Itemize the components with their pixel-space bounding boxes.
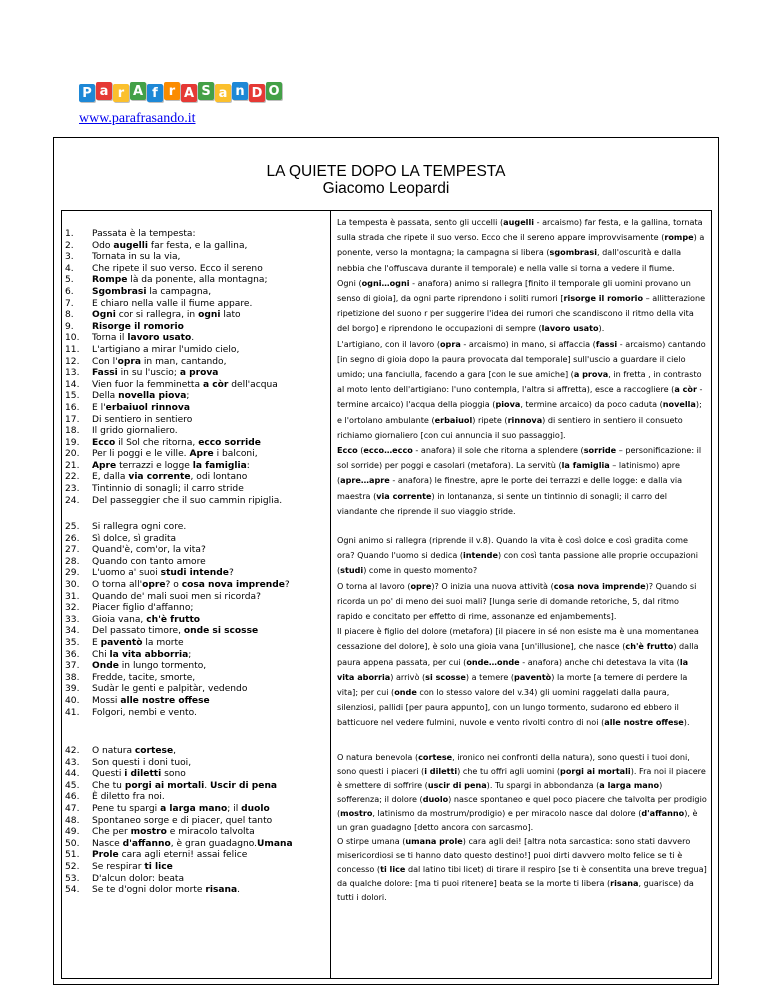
verse-text: Di sentiero in sentiero bbox=[92, 414, 193, 425]
verse-text: Son questi i doni tuoi, bbox=[92, 757, 192, 768]
verse-line bbox=[62, 449, 330, 461]
verse-number: 48. bbox=[65, 815, 80, 826]
paraphrase-paragraph: Il piacere è figlio del dolore (metafora) [il piacere in sé non esiste ma è una momentanea cessazione del dolore], è solo una gioia vana [un'illusione], che nasce (ch'è frutto) dalla paura appena passata, per cui (onde…onde - anafora) anche chi detestava la vita (la vita aborria) arrivò (si scosse) a temere (paventò) la morte [a temere di perdere la vita]; per cui (onde con lo stesso valore del v.34) gli uomini raggelati dalla paura, silenziosi, pallidi [per paura appunto], con un lungo tormento, sudarono ed ebbero il batticuore nel vedere fulmini, nuvole e vento rivolti contro di noi (alle nostre offese). bbox=[337, 626, 699, 728]
verse-line bbox=[62, 603, 330, 615]
verse-text: Spontaneo sorge e di piacer, quel tanto bbox=[92, 815, 273, 826]
logo-letter-tile: P bbox=[79, 84, 95, 102]
verse-text: Tintinnio di sonagli; il carro stride bbox=[92, 484, 244, 495]
verse-line bbox=[62, 275, 330, 287]
verse-text: Che ripete il suo verso. Ecco il sereno bbox=[92, 263, 263, 274]
verse-line bbox=[62, 638, 330, 650]
verse-number: 8. bbox=[65, 310, 74, 321]
verse-number: 12. bbox=[65, 356, 80, 367]
verse-line bbox=[62, 626, 330, 638]
verse-text: Folgori, nembi e vento. bbox=[92, 707, 197, 718]
verse-text: È diletto fra noi. bbox=[92, 792, 165, 803]
verse-line bbox=[62, 592, 330, 604]
verse-text: Vien fuor la femminetta a còr dell'acqua bbox=[92, 379, 278, 390]
verse-line bbox=[62, 345, 330, 357]
verse-number: 16. bbox=[65, 402, 80, 413]
verse-line bbox=[62, 862, 330, 874]
logo-letter-tile: f bbox=[147, 84, 163, 102]
verse-text: Fredde, tacite, smorte, bbox=[92, 672, 196, 683]
verses-section-2 bbox=[62, 522, 330, 719]
verse-text: Nasce d'affanno, è gran guadagno.Umana bbox=[92, 838, 293, 849]
verse-line bbox=[62, 391, 330, 403]
verse-line bbox=[62, 874, 330, 886]
paraphrase-paragraph: O torna al lavoro (opre)? O inizia una nuova attività (cosa nova imprende)? Quando si ricorda un po' di meno dei suoi mali? [lunga serie di domande retoriche, 5, dal ritmo rapido e concitato per effetto di rime, assonanze ed enjambements]. bbox=[337, 580, 697, 622]
verse-text: Piacer figlio d'affanno; bbox=[92, 603, 194, 614]
verse-text: E, dalla via corrente, odi lontano bbox=[92, 472, 248, 483]
verse-line bbox=[62, 696, 330, 708]
verse-text: Quando de' mali suoi men si ricorda? bbox=[92, 591, 261, 602]
verse-line bbox=[62, 804, 330, 816]
verse-number: 42. bbox=[65, 746, 80, 756]
paraphrase-paragraph: O natura benevola (cortese, ironico nei confronti della natura), sono questi i tuoi doni, sono questi i piaceri (i diletti) che tu offri agli uomini (porgi ai mortali). Fra noi il piacere è smettere di soffrire (uscir di pena). Tu spargi in abbondanza (a larga mano) sofferenza; il dolore (duolo) nasce spontaneo e quel poco piacere che talvolta per prodigio (mostro, latinismo da mostrum/prodigio) e per miracolo nasce dal dolore (d'affanno), è un gran guadagno [detto ancora con sarcasmo]. bbox=[337, 752, 707, 832]
verse-text: L'artigiano a mirar l'umido cielo, bbox=[92, 344, 240, 355]
verse-line bbox=[62, 299, 330, 311]
verse-line bbox=[62, 684, 330, 696]
verse-line bbox=[62, 792, 330, 804]
verse-number: 9. bbox=[65, 321, 74, 332]
verse-text: Rompe là da ponente, alla montagna; bbox=[92, 275, 268, 286]
verse-text: Quando con tanto amore bbox=[92, 556, 206, 567]
verse-text: Sudàr le genti e palpitàr, vedendo bbox=[92, 684, 248, 695]
verse-number: 46. bbox=[65, 792, 80, 803]
verse-line bbox=[62, 333, 330, 345]
verse-number: 30. bbox=[65, 579, 80, 590]
verse-text: Risorge il romorio bbox=[92, 321, 184, 332]
verse-text: Quand'è, com'or, la vita? bbox=[92, 545, 206, 556]
verse-number: 50. bbox=[65, 838, 80, 849]
verse-number: 43. bbox=[65, 757, 80, 768]
verse-line bbox=[62, 472, 330, 484]
verse-text: Apre terrazzi e logge la famiglia: bbox=[92, 460, 250, 471]
verse-number: 28. bbox=[65, 556, 80, 567]
verse-number: 38. bbox=[65, 672, 80, 683]
verse-line bbox=[62, 287, 330, 299]
verse-line bbox=[62, 252, 330, 264]
paraphrase-paragraph: L'artigiano, con il lavoro (opra - arcaismo) in mano, si affaccia (fassi - arcaismo) cantando [in segno di gioia dopo la paura provocata dal temporale] sull'uscio a guardare il cielo umido; una fanciulla, facendo a gara [con le sue amiche] (a prova, in fretta , in contrasto al moto lento dell'artigiano: l'uno contempla, l'altra si affretta), esce a raccogliere (a còr - termine arcaico) l'acqua della pioggia (piova, termine arcaico) da poco caduta (novella); e l'ortolano ambulante (erbaiuol) ripete (rinnova) di sentiero in sentiero il consueto richiamo giornaliero [con cui annuncia il suo passaggio]. bbox=[337, 338, 706, 440]
verse-number: 39. bbox=[65, 684, 80, 695]
paraphrase-section-3 bbox=[337, 750, 707, 904]
verse-text: D'alcun dolor: beata bbox=[92, 873, 185, 884]
verse-number: 52. bbox=[65, 861, 80, 872]
logo-letter-tile: D bbox=[249, 84, 265, 102]
verse-text: Mossi alle nostre offese bbox=[92, 695, 210, 706]
verse-line bbox=[62, 545, 330, 557]
paraphrase-section-2 bbox=[337, 533, 707, 731]
verse-number: 19. bbox=[65, 437, 80, 448]
verse-line bbox=[62, 850, 330, 862]
verse-text: Questi i diletti sono bbox=[92, 769, 186, 780]
verse-text: Torna il lavoro usato. bbox=[92, 333, 195, 344]
verse-text: Sì dolce, sì gradita bbox=[92, 533, 177, 544]
verse-line bbox=[62, 758, 330, 770]
verse-number: 13. bbox=[65, 368, 80, 379]
verse-text: Del passeggier che il suo cammin ripiglia. bbox=[92, 495, 283, 506]
verse-line bbox=[62, 746, 330, 758]
logo-letter-tile: A bbox=[130, 82, 146, 100]
verse-number: 53. bbox=[65, 873, 80, 884]
verse-text: Che tu porgi ai mortali. Uscir di pena bbox=[92, 780, 278, 791]
verse-line bbox=[62, 322, 330, 334]
verse-line bbox=[62, 650, 330, 662]
verse-line bbox=[62, 241, 330, 253]
logo-letter-tile: A bbox=[181, 84, 197, 102]
verse-number: 31. bbox=[65, 591, 80, 602]
verse-text: E paventò la morte bbox=[92, 637, 184, 648]
verse-text: Gioia vana, ch'è frutto bbox=[92, 614, 201, 625]
verse-text: Se te d'ogni dolor morte risana. bbox=[92, 885, 241, 896]
verse-line bbox=[62, 229, 330, 241]
verses-section-3 bbox=[62, 746, 330, 897]
logo-letter-tile: O bbox=[266, 82, 282, 100]
verse-line bbox=[62, 310, 330, 322]
verse-number: 6. bbox=[65, 286, 74, 297]
verse-line bbox=[62, 484, 330, 496]
verse-number: 14. bbox=[65, 379, 80, 390]
logo-letter-tile: n bbox=[232, 82, 248, 100]
verse-number: 22. bbox=[65, 472, 80, 483]
verse-number: 3. bbox=[65, 252, 74, 263]
verse-number: 49. bbox=[65, 827, 80, 838]
verse-text: Per li poggi e le ville. Apre i balconi, bbox=[92, 449, 258, 460]
verse-text: Del passato timore, onde si scosse bbox=[92, 626, 259, 637]
verse-number: 44. bbox=[65, 769, 80, 780]
verse-number: 26. bbox=[65, 533, 80, 544]
verse-number: 51. bbox=[65, 850, 80, 861]
paraphrase-section-1 bbox=[337, 215, 707, 519]
poem-table bbox=[61, 210, 712, 979]
verse-text: Tornata in su la via, bbox=[92, 252, 181, 263]
site-link[interactable]: www.parafrasando.it bbox=[79, 111, 196, 126]
verse-number: 36. bbox=[65, 649, 80, 660]
verse-number: 23. bbox=[65, 484, 80, 495]
verse-line bbox=[62, 568, 330, 580]
verse-line bbox=[62, 264, 330, 276]
verse-line bbox=[62, 415, 330, 427]
verse-line bbox=[62, 368, 330, 380]
verse-number: 5. bbox=[65, 275, 74, 286]
verse-text: Il grido giornaliero. bbox=[92, 426, 178, 437]
logo-letter-tile: r bbox=[164, 82, 180, 100]
verse-line bbox=[62, 534, 330, 546]
poem-author: Giacomo Leopardi bbox=[322, 180, 450, 197]
verse-line bbox=[62, 522, 330, 534]
verse-number: 20. bbox=[65, 449, 80, 460]
verse-line bbox=[62, 673, 330, 685]
verse-text: Con l'opra in man, cantando, bbox=[92, 356, 227, 367]
verse-line bbox=[62, 816, 330, 828]
verse-number: 41. bbox=[65, 707, 80, 718]
paraphrase-paragraph: O stirpe umana (umana prole) cara agli dei! [altra nota sarcastica: sono stati davvero misericordiosi se ti hanno dato questo destino!] puoi dirti davvero molto felice se ti è concesso (ti lice dal latino tibi licet) di tirare il respiro [se ti è consentita una breve tregua] da qualche dolore: [ma ti puoi ritenere] beata se la morte ti libera (risana, guarisce) da tutti i dolori. bbox=[337, 836, 707, 902]
verse-text: O torna all'opre? o cosa nova imprende? bbox=[92, 579, 290, 590]
verse-number: 4. bbox=[65, 263, 74, 274]
verse-text: Chi la vita abborria; bbox=[92, 649, 192, 660]
verse-number: 24. bbox=[65, 495, 80, 506]
verse-line bbox=[62, 827, 330, 839]
verse-line bbox=[62, 438, 330, 450]
verse-number: 17. bbox=[65, 414, 80, 425]
verse-line bbox=[62, 885, 330, 897]
verse-line bbox=[62, 769, 330, 781]
verse-number: 27. bbox=[65, 545, 80, 556]
verse-text: Che per mostro e miracolo talvolta bbox=[92, 827, 255, 838]
paraphrase-paragraph: Ogni (ogni…ogni - anafora) animo si rallegra [finito il temporale gli uomini provano un senso di gioia], da ogni parte riprendono i soliti rumori [risorge il romorio – allitterazione ripetizione del suono r per suggerire l'idea dei rumori che scandiscono il ritmo della vita del borgo] e riprendono le occupazioni di sempre (lavoro usato). bbox=[337, 277, 706, 334]
verse-text: Pene tu spargi a larga mano; il duolo bbox=[92, 803, 270, 814]
verse-text: E chiaro nella valle il fiume appare. bbox=[92, 298, 253, 309]
verse-number: 18. bbox=[65, 426, 80, 437]
verse-line bbox=[62, 781, 330, 793]
verse-line bbox=[62, 426, 330, 438]
verse-line bbox=[62, 403, 330, 415]
verse-number: 15. bbox=[65, 391, 80, 402]
heading bbox=[54, 163, 718, 197]
logo-letter-tile: r bbox=[113, 84, 129, 102]
paraphrase-paragraph: La tempesta è passata, sento gli uccelli (augelli - arcaismo) far festa, e la gallina, tornata sulla strada che ripete il suo verso. Ecco che il sereno appare improvvisamente (rompe) a ponente, verso la montagna; la campagna si libera (sgombrasi, dall'oscurità e dalla nebbia che l'offuscava durante il temporale) e nella valle si torna a vedere il fiume. bbox=[337, 217, 705, 273]
verse-text: E l'erbaiuol rinnova bbox=[92, 402, 190, 413]
logo-letter-tile: a bbox=[96, 82, 112, 100]
verse-text: Odo augelli far festa, e la gallina, bbox=[92, 240, 248, 251]
verse-number: 1. bbox=[65, 229, 74, 239]
verse-number: 10. bbox=[65, 333, 80, 344]
verse-number: 34. bbox=[65, 626, 80, 637]
verse-line bbox=[62, 557, 330, 569]
verse-text: Onde in lungo tormento, bbox=[92, 661, 207, 672]
verse-number: 45. bbox=[65, 780, 80, 791]
verse-text: L'uomo a' suoi studi intende? bbox=[92, 568, 234, 579]
verse-number: 40. bbox=[65, 695, 80, 706]
verse-line bbox=[62, 580, 330, 592]
verse-number: 54. bbox=[65, 885, 80, 896]
verse-text: Fassi in su l'uscio; a prova bbox=[92, 368, 219, 379]
verse-number: 7. bbox=[65, 298, 74, 309]
column-divider bbox=[330, 211, 331, 978]
verse-number: 21. bbox=[65, 460, 80, 471]
verse-text: Passata è la tempesta: bbox=[92, 229, 196, 239]
paraphrase-paragraph: Ogni animo si rallegra (riprende il v.8). Quando la vita è così dolce e così gradita come ora? Quando l'uomo si dedica (intende) con così tanta passione alle proprie occupazioni (studi) come in questo momento? bbox=[337, 535, 699, 576]
verse-line bbox=[62, 496, 330, 508]
verse-text: Ogni cor si rallegra, in ogni lato bbox=[92, 310, 241, 321]
verse-number: 29. bbox=[65, 568, 80, 579]
verse-number: 35. bbox=[65, 637, 80, 648]
logo-letter-tile: S bbox=[198, 82, 214, 100]
verse-line bbox=[62, 661, 330, 673]
verses-section-1 bbox=[62, 229, 330, 507]
verse-number: 33. bbox=[65, 614, 80, 625]
verse-line bbox=[62, 380, 330, 392]
verse-text: Se respirar ti lice bbox=[92, 861, 173, 872]
verse-line bbox=[62, 357, 330, 369]
verse-text: Prole cara agli eterni! assai felice bbox=[92, 850, 248, 861]
verse-text: Sgombrasi la campagna, bbox=[92, 286, 212, 297]
verse-number: 11. bbox=[65, 344, 80, 355]
parafrasando-logo[interactable] bbox=[79, 84, 282, 102]
verse-text: Della novella piova; bbox=[92, 391, 190, 402]
verse-number: 47. bbox=[65, 803, 80, 814]
verse-number: 32. bbox=[65, 603, 80, 614]
verse-line bbox=[62, 615, 330, 627]
verse-number: 37. bbox=[65, 661, 80, 672]
verse-line bbox=[62, 839, 330, 851]
verse-number: 25. bbox=[65, 522, 80, 532]
logo-letter-tile: a bbox=[215, 84, 231, 102]
content-frame bbox=[53, 137, 719, 985]
verse-text: Ecco il Sol che ritorna, ecco sorride bbox=[92, 437, 261, 448]
verse-text: O natura cortese, bbox=[92, 746, 177, 756]
verse-line bbox=[62, 461, 330, 473]
verse-text: Si rallegra ogni core. bbox=[92, 522, 187, 532]
paraphrase-paragraph: Ecco (ecco…ecco - anafora) il sole che ritorna a splendere (sorride – personificazione: il sol sorride) per poggi e casolari (metafora). La servitù (la famiglia – latinismo) apre (apre…apre - anafora) le finestre, apre le porte dei terrazzi e delle logge: e dalla via maestra (via corrente) in lontananza, si sente un tintinnio di sonagli; il carro del viandante che riprende il suo viaggio stride. bbox=[337, 445, 702, 516]
verse-number: 2. bbox=[65, 240, 74, 251]
poem-title: LA QUIETE DOPO LA TEMPESTA bbox=[266, 163, 506, 180]
verse-line bbox=[62, 708, 330, 720]
